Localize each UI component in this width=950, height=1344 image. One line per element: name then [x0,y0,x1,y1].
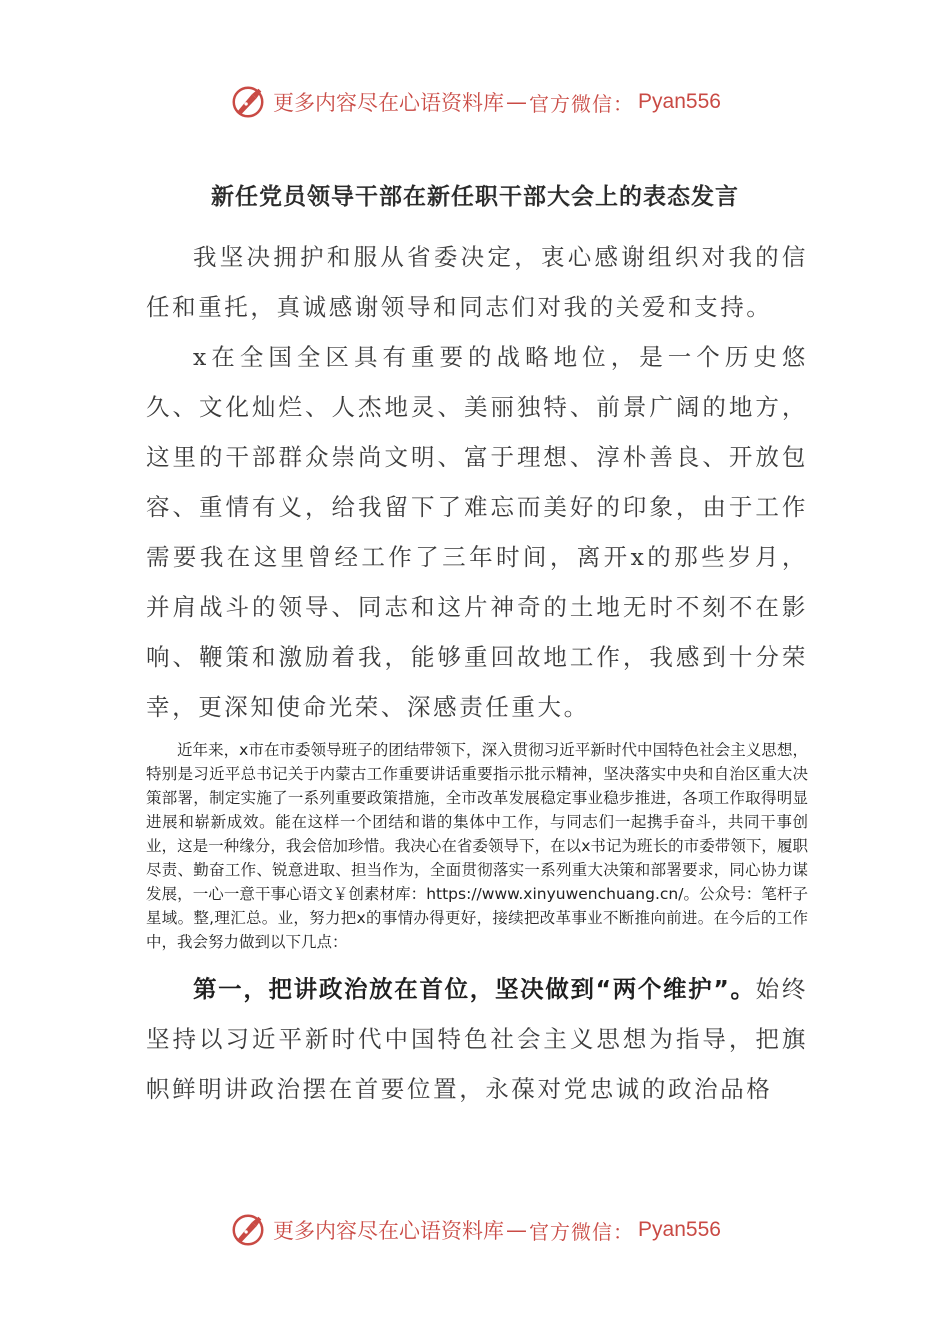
paragraph-1: 我坚决拥护和服从省委决定，衷心感谢组织对我的信任和重托，真诚感谢领导和同志们对我的关爱和支持。 [146,243,808,321]
banner-wechat-label: 官方微信： [529,91,635,116]
point-one-paragraph [146,964,808,1114]
paragraph-small: 近年来，x市在市委领导班子的团结带领下，深入贯彻习近平新时代中国特色社会主义思想，特别是习近平总书记关于内蒙古工作重要讲话重要指示批示精神，坚决落实中央和自治区重大决策部署，制定实施了一系列重要政策措施，全市改革发展稳定事业稳步推进，各项工作取得明显进展和崭新成效。能在这样一个团结和谐的集体中工作，与同志们一起携手奋斗，共同干事创业，这是一种缘分，我会倍加珍惜。我决心在省委领导下，在以x书记为班长的市委带领下，履职尽责、勤奋工作、锐意进取、担当作为，全面贯彻落实一系列重大决策和部署要求，同心协力谋发展，一心一意干事心语文￥创素材库：https://www.xinyuwenchuang.cn/。公众号：笔杆子星域。整,理汇总。业，努力把x的事情办得更好，接续把改革事业不断推向前进。在今后的工作中，我会努力做到以下几点： [146,741,808,951]
banner-site-name: 更多内容尽在心语资料库 [273,91,505,115]
paragraph-2: x在全国全区具有重要的战略地位，是一个历史悠久、文化灿烂、人杰地灵、美丽独特、前景广阔的地方，这里的干部群众崇尚文明、富于理想、淳朴善良、开放包容、重情有义，给我留下了难忘而美好的印象，由于工作需要我在这里曾经工作了三年时间，离开x的那些岁月，并肩战斗的领导、同志和这片神奇的土地无时不刻不在影响、鞭策和激励着我，能够重回故地工作，我感到十分荣幸，更深知使命光荣、深感责任重大。 [146,343,808,721]
banner-separator: — [506,1218,528,1242]
banner-wechat-label: 官方微信： [529,1219,635,1244]
banner-site-name: 更多内容尽在心语资料库 [273,1219,505,1243]
pen-nib-circle-icon [229,83,267,121]
point-one-heading: 第一，把讲政治放在首位，坚决做到“两个维护”。 [193,975,756,1003]
document-title: 新任党员领导干部在新任职干部大会上的表态发言 [211,184,739,210]
header-banner [0,80,950,124]
point-one-body: 始终坚持以习近平新时代中国特色社会主义思想为指导，把旗帜鲜明讲政治摆在首要位置，永葆对党忠诚的政治品格 [146,975,809,1103]
banner-separator: — [506,90,528,114]
footer-banner [0,1208,950,1252]
banner-wechat-id: Pyan556 [638,90,721,113]
pen-nib-circle-icon [229,1211,267,1249]
document-body [146,232,808,1114]
banner-wechat-id: Pyan556 [638,1218,721,1241]
